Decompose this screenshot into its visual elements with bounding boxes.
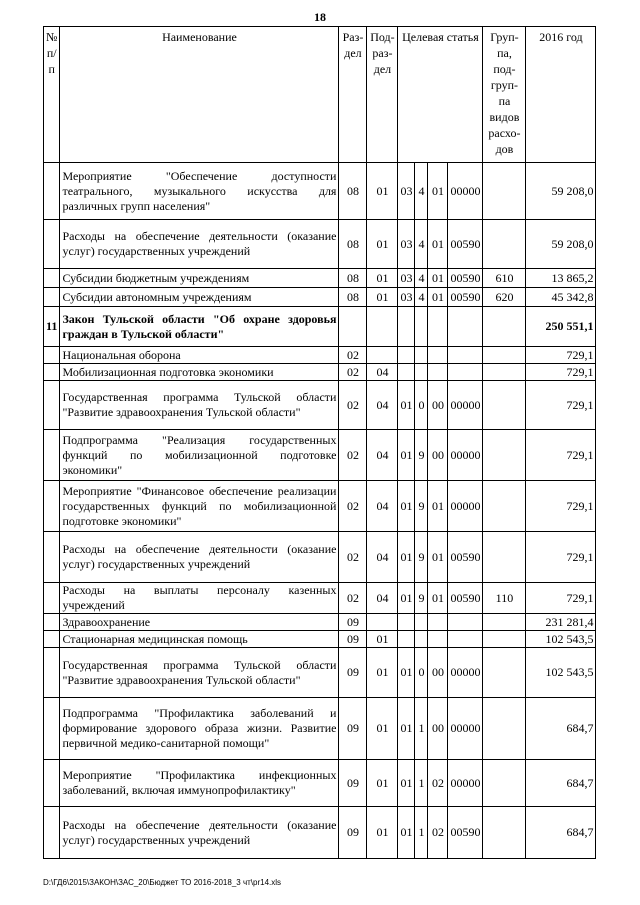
row-target-subprogram: 01	[428, 269, 448, 288]
row-amount: 102 543,5	[526, 648, 596, 698]
row-razdel: 09	[339, 631, 367, 648]
row-name: Расходы на выплаты персоналу казенных учреждений	[60, 583, 339, 614]
row-target-program: 01	[398, 648, 415, 698]
row-podrazdel: 04	[367, 381, 398, 430]
row-razdel: 08	[339, 163, 367, 220]
row-amount: 684,7	[526, 760, 596, 807]
row-target-subprogram: 00	[428, 430, 448, 481]
row-target-type: 9	[415, 532, 428, 583]
row-target-direction	[448, 307, 483, 347]
row-target-subprogram: 02	[428, 760, 448, 807]
row-razdel: 08	[339, 269, 367, 288]
row-target-type: 1	[415, 807, 428, 859]
row-target-type: 9	[415, 583, 428, 614]
row-target-program: 03	[398, 288, 415, 307]
row-name: Закон Тульской области "Об охране здоровья граждан в Тульской области"	[60, 307, 339, 347]
row-target-subprogram	[428, 307, 448, 347]
row-razdel: 02	[339, 430, 367, 481]
row-expense-group	[483, 807, 526, 859]
header-group: Груп-па, под-груп-па видов расхо-дов	[483, 27, 526, 163]
row-name: Мероприятие "Обеспечение доступности театрального, музыкального искусства для различных групп населения"	[60, 163, 339, 220]
table-row	[44, 760, 596, 807]
row-razdel: 09	[339, 807, 367, 859]
row-num	[44, 648, 60, 698]
row-razdel: 02	[339, 347, 367, 364]
row-razdel: 02	[339, 364, 367, 381]
row-expense-group	[483, 760, 526, 807]
row-target-direction: 00000	[448, 163, 483, 220]
row-target-type: 9	[415, 430, 428, 481]
row-target-type: 4	[415, 163, 428, 220]
row-expense-group	[483, 163, 526, 220]
row-amount: 102 543,5	[526, 631, 596, 648]
row-name: Подпрограмма "Профилактика заболеваний и формирование здорового образа жизни. Развитие первичной медико-санитарной помощи"	[60, 698, 339, 760]
row-expense-group: 610	[483, 269, 526, 288]
row-amount: 729,1	[526, 381, 596, 430]
row-razdel: 09	[339, 698, 367, 760]
row-name: Подпрограмма "Реализация государственных функций по мобилизационной подготовке экономики"	[60, 430, 339, 481]
row-expense-group	[483, 220, 526, 269]
row-num	[44, 532, 60, 583]
row-target-subprogram: 01	[428, 220, 448, 269]
row-num	[44, 347, 60, 364]
row-razdel: 08	[339, 288, 367, 307]
row-target-type: 0	[415, 381, 428, 430]
row-expense-group	[483, 532, 526, 583]
row-target-program: 01	[398, 481, 415, 532]
row-razdel: 02	[339, 481, 367, 532]
table-row	[44, 288, 596, 307]
row-podrazdel: 01	[367, 698, 398, 760]
table-row	[44, 430, 596, 481]
row-target-subprogram: 00	[428, 698, 448, 760]
row-num	[44, 583, 60, 614]
row-name: Субсидии бюджетным учреждениям	[60, 269, 339, 288]
row-target-type: 1	[415, 760, 428, 807]
row-num	[44, 631, 60, 648]
row-num	[44, 269, 60, 288]
row-razdel: 02	[339, 532, 367, 583]
table-row	[44, 532, 596, 583]
row-target-type	[415, 347, 428, 364]
row-target-program: 03	[398, 269, 415, 288]
row-podrazdel: 04	[367, 481, 398, 532]
row-name: Национальная оборона	[60, 347, 339, 364]
row-target-program: 01	[398, 532, 415, 583]
row-target-program	[398, 347, 415, 364]
table-row	[44, 631, 596, 648]
row-expense-group	[483, 614, 526, 631]
row-target-subprogram	[428, 364, 448, 381]
row-target-direction: 00590	[448, 807, 483, 859]
row-target-type: 9	[415, 481, 428, 532]
row-name: Государственная программа Тульской области "Развитие здравоохранения Тульской области"	[60, 648, 339, 698]
row-amount: 729,1	[526, 364, 596, 381]
header-podrazdel: Под-раз-дел	[367, 27, 398, 163]
row-target-program	[398, 631, 415, 648]
row-expense-group	[483, 631, 526, 648]
row-amount: 729,1	[526, 532, 596, 583]
row-target-direction: 00590	[448, 288, 483, 307]
header-year: 2016 год	[526, 27, 596, 163]
row-target-type	[415, 307, 428, 347]
row-target-direction	[448, 614, 483, 631]
row-expense-group	[483, 307, 526, 347]
row-podrazdel: 01	[367, 807, 398, 859]
row-num	[44, 614, 60, 631]
table-row	[44, 347, 596, 364]
row-target-program: 01	[398, 583, 415, 614]
row-target-direction: 00000	[448, 481, 483, 532]
row-target-program: 01	[398, 807, 415, 859]
row-expense-group	[483, 430, 526, 481]
row-amount: 729,1	[526, 583, 596, 614]
row-razdel: 09	[339, 648, 367, 698]
row-target-direction	[448, 364, 483, 381]
row-target-program: 01	[398, 698, 415, 760]
row-target-program	[398, 307, 415, 347]
row-razdel: 02	[339, 583, 367, 614]
row-expense-group	[483, 648, 526, 698]
row-num: 11	[44, 307, 60, 347]
table-row	[44, 269, 596, 288]
header-name: Наименование	[60, 27, 339, 163]
row-target-subprogram: 01	[428, 288, 448, 307]
header-num: № п/п	[44, 27, 60, 163]
row-num	[44, 481, 60, 532]
row-num	[44, 220, 60, 269]
row-name: Мероприятие "Профилактика инфекционных заболеваний, включая иммунопрофилактику"	[60, 760, 339, 807]
row-target-direction: 00590	[448, 532, 483, 583]
row-expense-group	[483, 364, 526, 381]
row-target-type: 0	[415, 648, 428, 698]
row-razdel: 02	[339, 381, 367, 430]
row-target-direction: 00000	[448, 648, 483, 698]
row-target-subprogram	[428, 614, 448, 631]
row-name: Мобилизационная подготовка экономики	[60, 364, 339, 381]
footer-file-path: D:\ГД6\2015\ЗАКОН\ЗАС_20\Бюджет ТО 2016-2018_3 чт\pr14.xls	[43, 878, 282, 887]
row-num	[44, 163, 60, 220]
row-amount: 729,1	[526, 430, 596, 481]
row-razdel	[339, 307, 367, 347]
table-row	[44, 481, 596, 532]
table-row	[44, 220, 596, 269]
row-target-direction: 00590	[448, 269, 483, 288]
row-expense-group	[483, 481, 526, 532]
row-name: Мероприятие "Финансовое обеспечение реализации государственных функций по мобилизационной подготовке экономики"	[60, 481, 339, 532]
row-amount: 250 551,1	[526, 307, 596, 347]
row-target-direction: 00000	[448, 760, 483, 807]
row-podrazdel: 01	[367, 288, 398, 307]
row-target-program: 01	[398, 430, 415, 481]
header-target: Целевая статья	[398, 27, 483, 163]
row-num	[44, 430, 60, 481]
row-expense-group	[483, 698, 526, 760]
row-amount: 684,7	[526, 807, 596, 859]
row-amount: 45 342,8	[526, 288, 596, 307]
row-razdel: 09	[339, 614, 367, 631]
row-target-direction	[448, 631, 483, 648]
row-target-type: 4	[415, 220, 428, 269]
table-row	[44, 698, 596, 760]
row-target-subprogram	[428, 631, 448, 648]
table-body	[44, 163, 596, 859]
row-podrazdel: 01	[367, 760, 398, 807]
row-name: Расходы на обеспечение деятельности (оказание услуг) государственных учреждений	[60, 220, 339, 269]
row-amount: 231 281,4	[526, 614, 596, 631]
row-target-program: 03	[398, 163, 415, 220]
table-row	[44, 807, 596, 859]
table-row	[44, 614, 596, 631]
row-target-subprogram: 00	[428, 381, 448, 430]
row-num	[44, 760, 60, 807]
row-expense-group: 110	[483, 583, 526, 614]
row-podrazdel: 04	[367, 430, 398, 481]
table-row	[44, 163, 596, 220]
row-name: Субсидии автономным учреждениям	[60, 288, 339, 307]
row-target-direction: 00590	[448, 583, 483, 614]
table-row	[44, 648, 596, 698]
row-target-program: 01	[398, 381, 415, 430]
row-target-subprogram	[428, 347, 448, 364]
row-podrazdel: 04	[367, 364, 398, 381]
row-target-direction: 00000	[448, 430, 483, 481]
row-podrazdel	[367, 614, 398, 631]
page-number: 18	[314, 10, 326, 24]
row-podrazdel	[367, 347, 398, 364]
row-name: Расходы на обеспечение деятельности (оказание услуг) государственных учреждений	[60, 532, 339, 583]
row-target-type: 4	[415, 288, 428, 307]
row-amount: 729,1	[526, 481, 596, 532]
row-num	[44, 381, 60, 430]
row-target-direction: 00590	[448, 220, 483, 269]
row-target-subprogram: 01	[428, 481, 448, 532]
row-amount: 59 208,0	[526, 163, 596, 220]
row-podrazdel	[367, 307, 398, 347]
row-name: Расходы на обеспечение деятельности (оказание услуг) государственных учреждений	[60, 807, 339, 859]
row-razdel: 09	[339, 760, 367, 807]
row-podrazdel: 01	[367, 648, 398, 698]
row-podrazdel: 01	[367, 220, 398, 269]
header-razdel: Раз-дел	[339, 27, 367, 163]
row-target-program: 03	[398, 220, 415, 269]
row-target-type	[415, 364, 428, 381]
row-name: Стационарная медицинская помощь	[60, 631, 339, 648]
row-target-program	[398, 364, 415, 381]
row-target-type: 4	[415, 269, 428, 288]
row-target-direction: 00000	[448, 381, 483, 430]
row-target-direction	[448, 347, 483, 364]
budget-table	[43, 26, 596, 859]
row-target-subprogram: 01	[428, 583, 448, 614]
header-row	[44, 27, 596, 163]
row-expense-group	[483, 347, 526, 364]
row-target-type	[415, 614, 428, 631]
row-razdel: 08	[339, 220, 367, 269]
row-podrazdel: 01	[367, 163, 398, 220]
row-podrazdel: 04	[367, 583, 398, 614]
row-num	[44, 364, 60, 381]
row-expense-group	[483, 381, 526, 430]
row-amount: 13 865,2	[526, 269, 596, 288]
row-target-program	[398, 614, 415, 631]
table-row	[44, 364, 596, 381]
row-target-program: 01	[398, 760, 415, 807]
row-expense-group: 620	[483, 288, 526, 307]
row-target-type: 1	[415, 698, 428, 760]
row-target-subprogram: 00	[428, 648, 448, 698]
row-amount: 59 208,0	[526, 220, 596, 269]
row-num	[44, 288, 60, 307]
row-amount: 684,7	[526, 698, 596, 760]
row-num	[44, 698, 60, 760]
row-target-subprogram: 01	[428, 163, 448, 220]
row-podrazdel: 04	[367, 532, 398, 583]
row-target-type	[415, 631, 428, 648]
row-amount: 729,1	[526, 347, 596, 364]
table-row	[44, 583, 596, 614]
row-target-direction: 00000	[448, 698, 483, 760]
row-podrazdel: 01	[367, 269, 398, 288]
row-podrazdel: 01	[367, 631, 398, 648]
row-target-subprogram: 02	[428, 807, 448, 859]
row-name: Здравоохранение	[60, 614, 339, 631]
row-name: Государственная программа Тульской области "Развитие здравоохранения Тульской области"	[60, 381, 339, 430]
row-target-subprogram: 01	[428, 532, 448, 583]
row-num	[44, 807, 60, 859]
table-row	[44, 307, 596, 347]
table-row	[44, 381, 596, 430]
